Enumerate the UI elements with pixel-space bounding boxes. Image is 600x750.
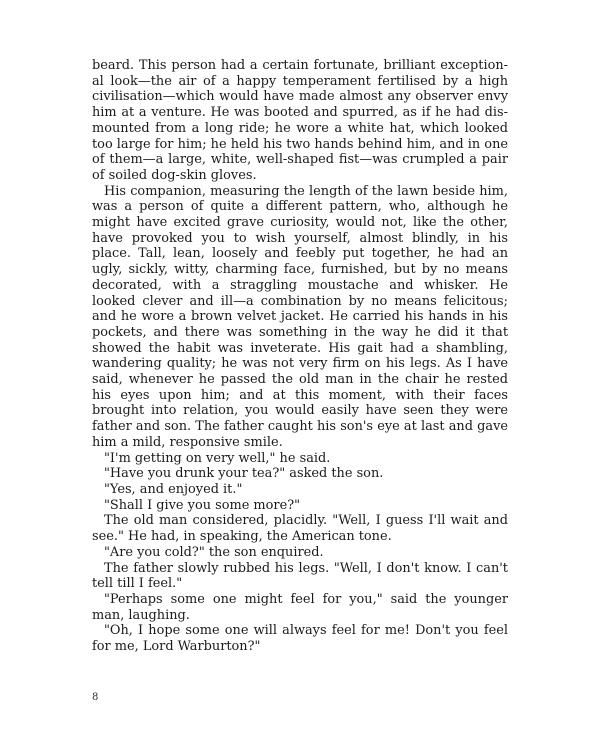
paragraph: "I'm getting on very well," he said. [104, 450, 331, 466]
paragraph: His companion, measuring the length of the lawn beside him, was a person of quite a different pattern, who, although he might have excited grave curiosity, would not, like the other, have provoked you to wish yourself, almost blindly, in his place. Tall, lean, loosely and feebly put together, he had an ugly, sickly, witty, charming face, furnished, but by no means decorated, with a straggling moustache and whisker. He looked clever and ill—a combination by no means felicitous; and he wore a brown velvet jacket. He carried his hands in his pockets, and there was something in the way he did it that showed the habit was inveterate. His gait had a shambling, wandering quality; he was not very firm on his legs. As I have said, whenever he passed the old man in the chair he rested his eyes upon him; and at this moment, with their faces brought into relation, you would easily have seen they were father and son. The father caught his son's eye at last and gave him a mild, responsive smile. [92, 183, 508, 450]
paragraph: "Are you cold?" the son enquired. [104, 544, 324, 560]
paragraph: "Oh, I hope some one will always feel for me! Don't you feel for me, Lord Warburton?" [92, 623, 508, 655]
paragraph: "Shall I give you some more?" [104, 497, 301, 513]
paragraph: beard. This person had a certain fortunate, brilliant exceptional look—the air of a happy temperament fertilised by a high civilisation—which would have made almost any observer envy him at a venture. He was booted and spurred, as if he had dismounted from a long ride; he wore a white hat, which looked too large for him; he held his two hands behind him, and in one of them—a large, white, well-shaped fist—was crumpled a pair of soiled dog-skin gloves. [92, 58, 508, 183]
body-text [92, 58, 508, 655]
paragraph: "Perhaps some one might feel for you," said the younger man, laughing. [92, 591, 508, 623]
page-number: 8 [92, 692, 99, 703]
paragraph: "Have you drunk your tea?" asked the son. [104, 466, 384, 482]
paragraph: "Yes, and enjoyed it." [104, 481, 243, 497]
paragraph: The old man considered, placidly. "Well, I guess I'll wait and see." He had, in speaking, the American tone. [92, 513, 508, 545]
paragraph: The father slowly rubbed his legs. "Well, I don't know. I can't tell till I feel." [92, 560, 508, 592]
